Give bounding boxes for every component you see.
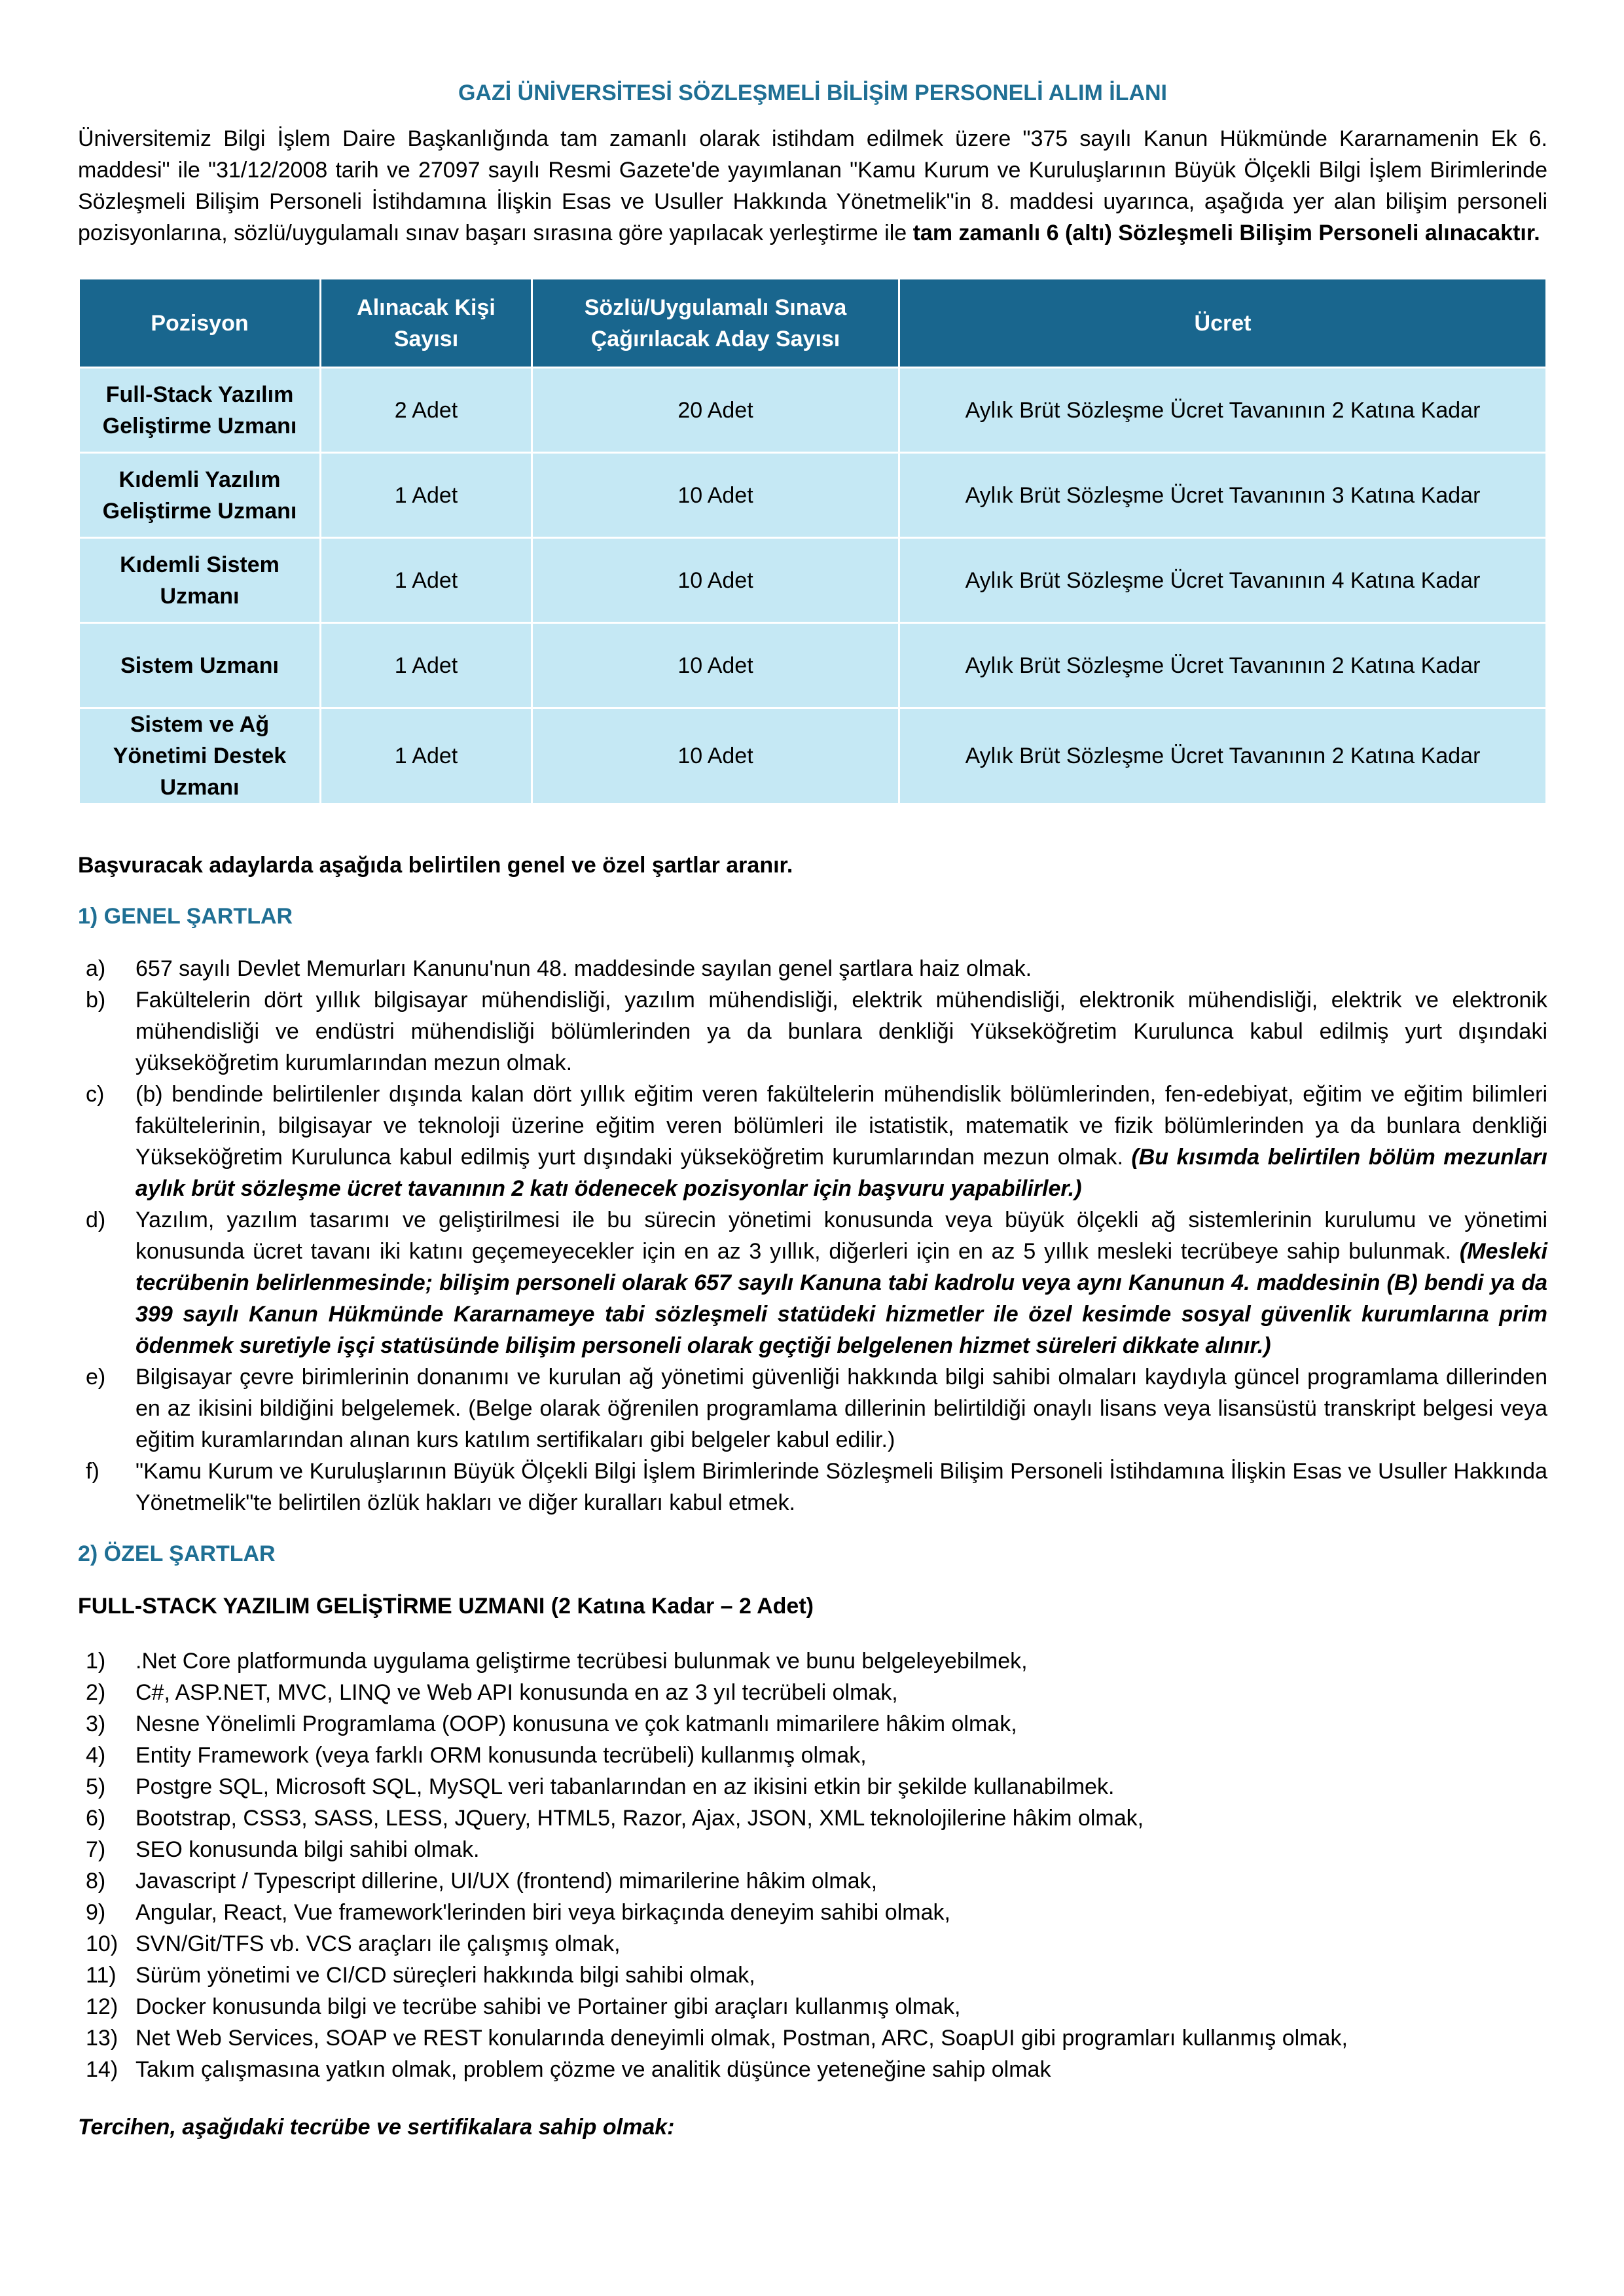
list-item (78, 1991, 1547, 2022)
list-marker: e) (86, 1365, 106, 1390)
positions-table (78, 278, 1547, 805)
list-item (78, 1865, 1547, 1897)
cell-candidates: 20 Adet (532, 368, 899, 453)
list-text: Docker konusunda bilgi ve tecrübe sahibi ve Portainer gibi araçları kullanmış olmak, (135, 1994, 961, 2019)
table-body (79, 368, 1547, 804)
cell-salary: Aylık Brüt Sözleşme Ücret Tavanının 4 Katına Kadar (899, 538, 1547, 623)
list-emphasis: (Mesleki tecrübenin belirlenmesinde; bilişim personeli olarak 657 sayılı Kanuna tabi kadrolu veya aynı Kanunun 4. maddesinin (B) bendi ya da 399 sayılı Kanun Hükmünde Kararnameye tabi sözleşmeli statüdeki hizmetler ile özel kesimde sosyal güvenlik kurumlarına prim ödenmek suretiyle işçi statüsünde bilişim personeli olarak geçtiği belgelenen hizmet süreleri dikkate alınır.) (135, 1239, 1547, 1358)
intro-text: Üniversitemiz Bilgi İşlem Daire Başkanlığında tam zamanlı olarak istihdam edilmek üzere "375 sayılı Kanun Hükmünde Kararnamenin Ek 6. maddesi" ile "31/12/2008 tarih ve 27097 sayılı Resmi Gazete'de yayımlanan "Kamu Kurum ve Kuruluşlarının Büyük Ölçekli Bilgi İşlem Birimlerinde Sözleşmeli Bilişim Personeli İstihdamına İlişkin Esas ve Usuller Hakkında Yönetmelik"in 8. maddesi uyarınca, aşağıda yer alan bilişim personeli pozisyonlarına, sözlü/uygulamalı sınav başarı sırasına göre yapılacak yerleştirme ile (78, 126, 1547, 245)
list-text: Bilgisayar çevre birimlerinin donanımı ve kurulan ağ yönetimi güvenliği hakkında bilgi sahibi olmaları kaydıyla güncel programlama dillerinden en az ikisini bildiğini belgelemek. (Belge olarak öğrenilen programlama dillerinin belirtildiği onaylı lisans veya lisansüstü transkript belgesi veya eğitim kuramlarından alınan kurs katılım sertifikaları gibi belgeler kabul edilir.) (135, 1365, 1547, 1452)
list-text: Takım çalışmasına yatkın olmak, problem çözme ve analitik düşünce yeteneğine sahip olmak (135, 2057, 1051, 2082)
list-marker: b) (86, 988, 106, 1013)
table-row (79, 538, 1547, 623)
cell-candidates: 10 Adet (532, 623, 899, 708)
list-marker: 12) (86, 1994, 118, 2019)
list-item (78, 1677, 1547, 1708)
list-marker: 11) (86, 1963, 117, 1988)
table-header-row (79, 279, 1547, 368)
general-heading: 1) GENEL ŞARTLAR (78, 904, 293, 929)
list-marker: 9) (86, 1900, 106, 1925)
list-item (78, 2054, 1547, 2085)
list-item (78, 1456, 1547, 1518)
list-text: Net Web Services, SOAP ve REST konularında deneyimli olmak, Postman, ARC, SoapUI gibi programları kullanmış olmak, (135, 2026, 1348, 2051)
list-marker: 6) (86, 1806, 106, 1831)
table-row (79, 623, 1547, 708)
list-marker: 5) (86, 1774, 106, 1799)
list-marker: 8) (86, 1869, 106, 1893)
cell-count: 1 Adet (321, 538, 532, 623)
list-item (78, 1645, 1547, 1677)
list-text: (b) bendinde belirtilenler dışında kalan dört yıllık eğitim veren fakültelerin mühendislik bölümlerinden, fen-edebiyat, eğitim ve eğitim bilimleri fakültelerinin, bilgisayar ve teknoloji üzerine eğitim veren bölümleri ile istatistik, matematik ve fizik bölümlerinden ya da bunlara denkliği Yükseköğretim Kurulunca kabul edilmiş yurt dışındaki yükseköğretim kurumlarından mezun olmak. (135, 1082, 1547, 1170)
list-marker: f) (86, 1459, 99, 1484)
list-text: SVN/Git/TFS vb. VCS araçları ile çalışmış olmak, (135, 1931, 621, 1956)
cell-position: Sistem Uzmanı (79, 623, 321, 708)
cell-position: Full-Stack Yazılım Geliştirme Uzmanı (79, 368, 321, 453)
list-text: Sürüm yönetimi ve CI/CD süreçleri hakkında bilgi sahibi olmak, (135, 1963, 755, 1988)
intro-paragraph (78, 123, 1547, 249)
cell-position: Kıdemli Yazılım Geliştirme Uzmanı (79, 453, 321, 538)
cell-position: Sistem ve Ağ Yönetimi Destek Uzmanı (79, 708, 321, 804)
list-item (78, 1960, 1547, 1991)
page-title: GAZİ ÜNİVERSİTESİ SÖZLEŞMELİ BİLİŞİM PERSONELİ ALIM İLANI (458, 81, 1168, 105)
list-text: Yazılım, yazılım tasarımı ve geliştirilmesi ile bu sürecin yönetimi konusunda veya büyük ölçekli ağ sistemlerinin kurulumu ve yönetimi konusunda ücret tavanı iki katını geçemeyecekler için en az 3 yıllık, diğerleri için en az 5 yıllık mesleki tecrübeye sahip bulunmak. (135, 1208, 1547, 1264)
special-subheading: FULL-STACK YAZILIM GELİŞTİRME UZMANI (2 Katına Kadar – 2 Adet) (78, 1594, 814, 1619)
header-salary: Ücret (899, 279, 1547, 368)
table-row (79, 368, 1547, 453)
list-text: Postgre SQL, Microsoft SQL, MySQL veri tabanlarından en az ikisini etkin bir şekilde kullanabilmek. (135, 1774, 1115, 1799)
cell-count: 1 Adet (321, 623, 532, 708)
requirements-intro: Başvuracak adaylarda aşağıda belirtilen genel ve özel şartlar aranır. (78, 853, 793, 878)
cell-candidates: 10 Adet (532, 453, 899, 538)
list-text: C#, ASP.NET, MVC, LINQ ve Web API konusunda en az 3 yıl tecrübeli olmak, (135, 1680, 898, 1705)
list-text: "Kamu Kurum ve Kuruluşlarının Büyük Ölçekli Bilgi İşlem Birimlerinde Sözleşmeli Bilişim Personeli İstihdamına İlişkin Esas ve Usuller Hakkında Yönetmelik"te belirtilen özlük hakları ve diğer kuralları kabul etmek. (135, 1459, 1547, 1515)
list-text: Fakültelerin dört yıllık bilgisayar mühendisliği, yazılım mühendisliği, elektrik mühendisliği, elektronik mühendisliği, elektrik ve elektronik mühendisliği ve endüstri mühendisliği bölümlerinden ya da bunlara denkliği Yükseköğretim Kurulunca kabul edilmiş yurt dışındaki yükseköğretim kurumlarından mezun olmak. (135, 988, 1547, 1075)
list-item (78, 1803, 1547, 1834)
list-item (78, 2022, 1547, 2054)
list-text: Angular, React, Vue framework'lerinden biri veya birkaçında deneyim sahibi olmak, (135, 1900, 950, 1925)
list-marker: 2) (86, 1680, 106, 1705)
list-item (78, 984, 1547, 1079)
list-marker: 13) (86, 2026, 118, 2051)
cell-count: 1 Adet (321, 453, 532, 538)
list-marker: a) (86, 956, 106, 981)
list-text: Bootstrap, CSS3, SASS, LESS, JQuery, HTML5, Razor, Ajax, JSON, XML teknolojilerine hâkim olmak, (135, 1806, 1144, 1831)
cell-salary: Aylık Brüt Sözleşme Ücret Tavanının 2 Katına Kadar (899, 368, 1547, 453)
list-item (78, 1928, 1547, 1960)
list-text: SEO konusunda bilgi sahibi olmak. (135, 1837, 480, 1862)
table-row (79, 708, 1547, 804)
preferred-line: Tercihen, aşağıdaki tecrübe ve sertifikalara sahip olmak: (78, 2115, 675, 2140)
cell-salary: Aylık Brüt Sözleşme Ücret Tavanının 2 Katına Kadar (899, 708, 1547, 804)
list-emphasis: (Bu kısımda belirtilen bölüm mezunları aylık brüt sözleşme ücret tavanının 2 katı ödenecek pozisyonlar için başvuru yapabilirler.) (135, 1145, 1547, 1201)
list-item (78, 1834, 1547, 1865)
list-marker: 1) (86, 1649, 106, 1674)
list-item (78, 1361, 1547, 1456)
list-marker: c) (86, 1082, 105, 1107)
list-item (78, 1771, 1547, 1803)
special-list (78, 1645, 1547, 2085)
list-text: Javascript / Typescript dillerine, UI/UX (frontend) mimarilerine hâkim olmak, (135, 1869, 878, 1893)
intro-bold: tam zamanlı 6 (altı) Sözleşmeli Bilişim Personeli alınacaktır. (912, 221, 1540, 245)
list-item (78, 953, 1547, 984)
table-row (79, 453, 1547, 538)
general-list (78, 953, 1547, 1518)
list-item (78, 1897, 1547, 1928)
list-marker: 7) (86, 1837, 106, 1862)
header-candidates: Sözlü/Uygulamalı Sınava Çağırılacak Aday Sayısı (532, 279, 899, 368)
list-marker: 4) (86, 1743, 106, 1768)
cell-position: Kıdemli Sistem Uzmanı (79, 538, 321, 623)
list-marker: d) (86, 1208, 106, 1232)
list-item (78, 1079, 1547, 1204)
list-item (78, 1708, 1547, 1740)
list-marker: 14) (86, 2057, 118, 2082)
cell-salary: Aylık Brüt Sözleşme Ücret Tavanının 2 Katına Kadar (899, 623, 1547, 708)
cell-count: 1 Adet (321, 708, 532, 804)
list-text: 657 sayılı Devlet Memurları Kanunu'nun 48. maddesinde sayılan genel şartlara haiz olmak. (135, 956, 1032, 981)
list-item (78, 1204, 1547, 1361)
list-marker: 3) (86, 1712, 106, 1736)
list-text: Entity Framework (veya farklı ORM konusunda tecrübeli) kullanmış olmak, (135, 1743, 867, 1768)
cell-salary: Aylık Brüt Sözleşme Ücret Tavanının 3 Katına Kadar (899, 453, 1547, 538)
list-item (78, 1740, 1547, 1771)
list-text: Nesne Yönelimli Programlama (OOP) konusuna ve çok katmanlı mimarilere hâkim olmak, (135, 1712, 1017, 1736)
cell-candidates: 10 Adet (532, 708, 899, 804)
special-heading: 2) ÖZEL ŞARTLAR (78, 1541, 276, 1566)
cell-candidates: 10 Adet (532, 538, 899, 623)
header-count: Alınacak Kişi Sayısı (321, 279, 532, 368)
list-marker: 10) (86, 1931, 118, 1956)
header-position: Pozisyon (79, 279, 321, 368)
list-text: .Net Core platformunda uygulama geliştirme tecrübesi bulunmak ve bunu belgeleyebilmek, (135, 1649, 1028, 1674)
cell-count: 2 Adet (321, 368, 532, 453)
